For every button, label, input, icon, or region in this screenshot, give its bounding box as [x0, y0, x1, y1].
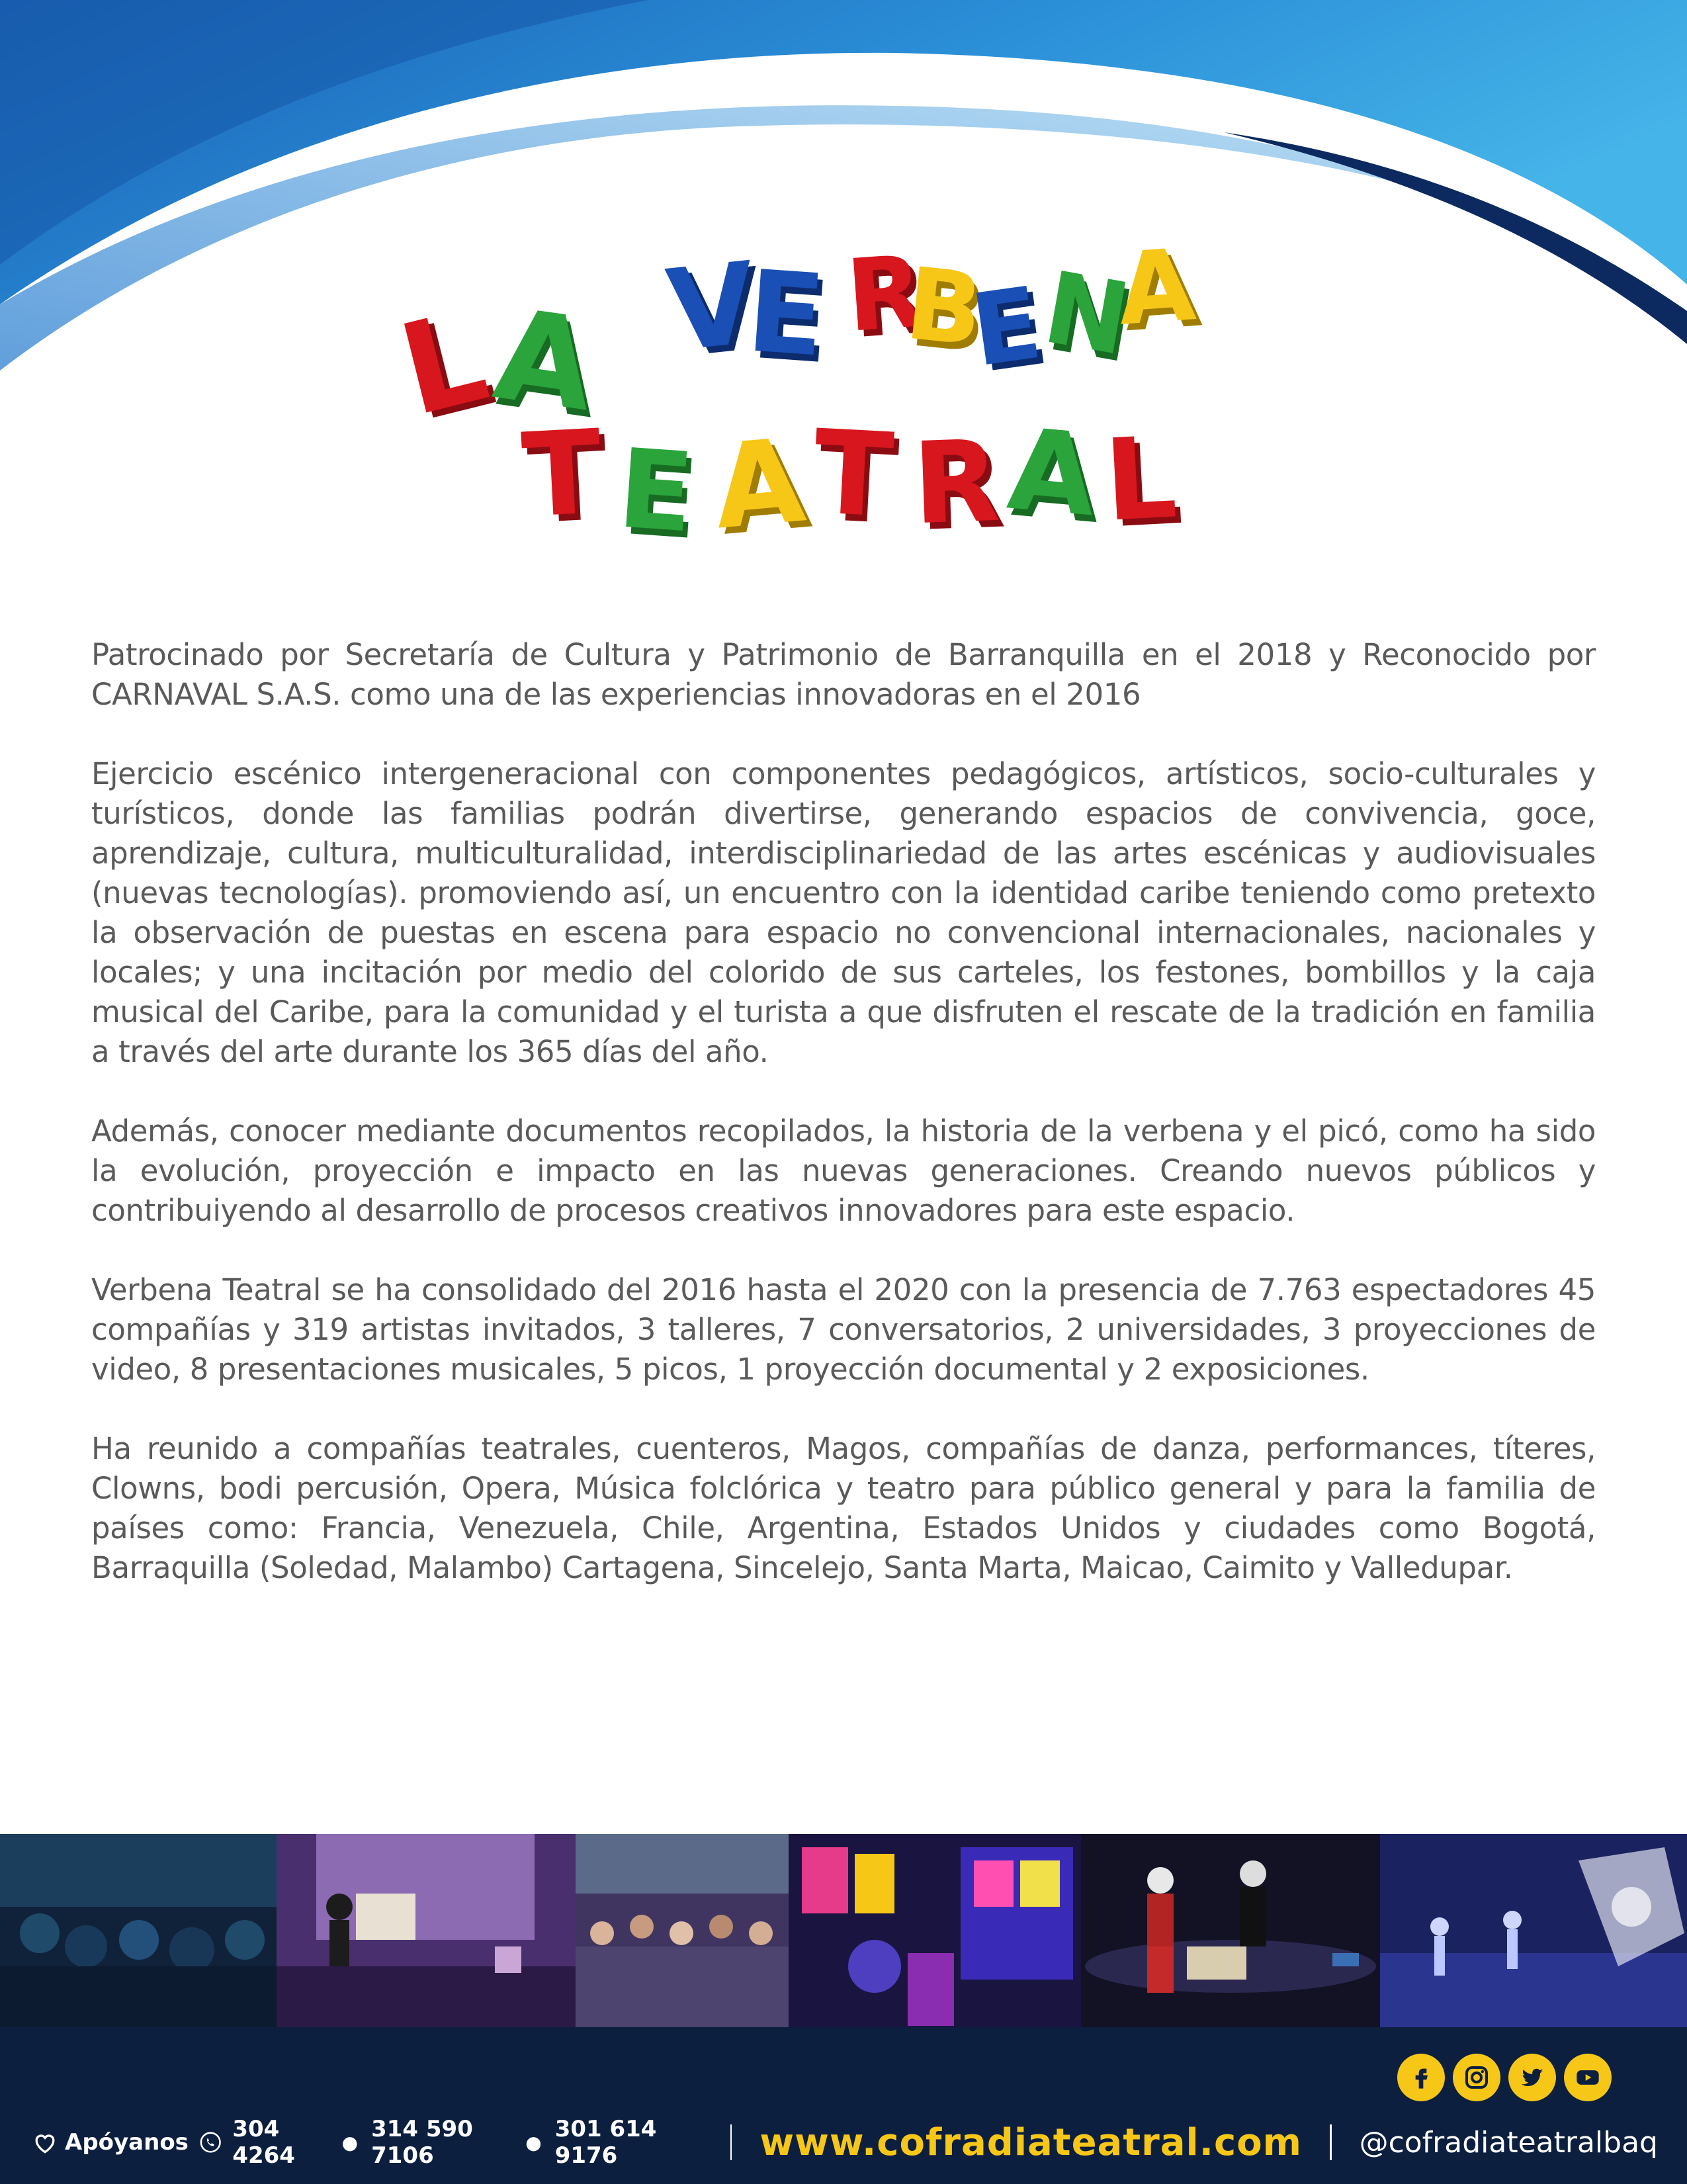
- logo-letter: B: [900, 246, 988, 369]
- hands-heart-icon: [30, 2128, 60, 2157]
- logo-letter: A: [1114, 228, 1199, 348]
- bullet-separator: ●: [525, 2131, 542, 2154]
- logo-letter: R: [843, 234, 928, 355]
- support-link[interactable]: [30, 2128, 189, 2157]
- social-icons: [1397, 2054, 1612, 2101]
- logo-letter: A: [709, 414, 810, 556]
- youtube-icon[interactable]: [1564, 2054, 1612, 2101]
- body-text: [91, 635, 1596, 1588]
- seated-audience-photo: [576, 1834, 789, 2027]
- instagram-icon[interactable]: [1453, 2054, 1500, 2101]
- dancers-performance-photo: [1380, 1834, 1687, 2027]
- logo-letter: T: [519, 406, 605, 544]
- paragraph-statistics: Verbena Teatral se ha consolidado del 2016 hasta el 2020 con la presencia de 7.763 espectadores 45 compañías y 319 artistas invitados, 3 talleres, 7 conversatorios, 2 universidades, 3 proyecciones de video, 8 presentaciones musicales, 5 picos, 1 proyección documental y 2 exposiciones.: [91, 1272, 1596, 1387]
- logo-letter: V: [662, 238, 762, 378]
- logo-letter: A: [1003, 404, 1102, 543]
- footer-contact-row: [30, 2116, 1658, 2169]
- paragraph-history: Además, conocer mediante documentos recopilados, la historia de la verbena y el picó, como ha sido la evolución, proyección e impacto en las nuevas generaciones. Creando nuevos públicos y contribuiyendo al desarrollo de procesos creativos innovadores para este espacio.: [91, 1114, 1596, 1228]
- logo-letter: E: [743, 246, 829, 382]
- paragraph-participants: Ha reunido a compañías teatrales, cuenteros, Magos, compañías de danza, performances, títeres, Clowns, bodi percusión, Opera, Música folclórica y teatro para público general y para la familia de países como: Francia, Venezuela, Chile, Argentina, Estados Unidos y ciudades como Bogotá, Barraquilla (Soledad, Malambo) Cartagena, Sincelejo, Santa Marta, Maicao, Caimito y Valledupar.: [91, 1431, 1596, 1585]
- logo-letter: N: [1035, 250, 1138, 378]
- stage-performer-photo: [277, 1834, 576, 2027]
- logo-letter: R: [910, 415, 1002, 550]
- social-handle[interactable]: @cofradiateatralbaq: [1359, 2125, 1658, 2160]
- phone-number[interactable]: 304 4264: [232, 2116, 295, 2169]
- website-link[interactable]: www.cofradiateatral.com: [759, 2120, 1303, 2164]
- logo-letter: L: [386, 283, 500, 445]
- photo-strip: [0, 1834, 1687, 2027]
- paragraph-sponsorship: Patrocinado por Secretaría de Cultura y Patrimonio de Barranquilla en el 2018 y Reconocido por CARNAVAL S.A.S. como una de las experiencias innovadoras en el 2016: [91, 637, 1596, 712]
- phone-numbers: [199, 2116, 703, 2169]
- phone-number[interactable]: 314 590 7106: [371, 2116, 473, 2169]
- musicians-performance-photo: [1081, 1834, 1380, 2027]
- logo-letter: E: [965, 265, 1049, 390]
- bullet-separator: ●: [341, 2131, 359, 2154]
- logo-letter: E: [614, 425, 698, 557]
- audience-crowd-photo: [0, 1834, 277, 2027]
- logo-letter: L: [1101, 412, 1180, 547]
- support-label: Apóyanos: [65, 2129, 189, 2156]
- phone-icon: [199, 2128, 222, 2156]
- divider: [1330, 2124, 1332, 2160]
- logo-letter: A: [486, 281, 603, 440]
- twitter-icon[interactable]: [1508, 2054, 1556, 2101]
- phone-number[interactable]: 301 614 9176: [554, 2116, 657, 2169]
- logo-letter: T: [810, 406, 896, 544]
- facebook-icon[interactable]: [1397, 2054, 1445, 2101]
- verbena-teatral-logo: [386, 228, 1224, 557]
- colorful-signs-photo: [789, 1834, 1081, 2027]
- paragraph-description: Ejercicio escénico intergeneracional con componentes pedagógicos, artísticos, socio-culturales y turísticos, donde las familias podrán divertirse, generando espacios de convivencia, goce, aprendizaje, cultura, multiculturalidad, interdisciplinariedad de las artes escénicas y audiovisuales (nuevas tecnologías). promoviendo así, un encuentro con la identidad caribe teniendo como pretexto la observación de puestas en escena para espacio no convencional internacionales, nacionales y locales; y una incitación por medio del colorido de sus carteles, los festones, bombillos y la caja musical del Caribe, para la comunidad y el turista a que disfruten el rescate de la tradición en familia a través del arte durante los 365 días del año.: [91, 756, 1596, 1069]
- divider: [730, 2124, 732, 2160]
